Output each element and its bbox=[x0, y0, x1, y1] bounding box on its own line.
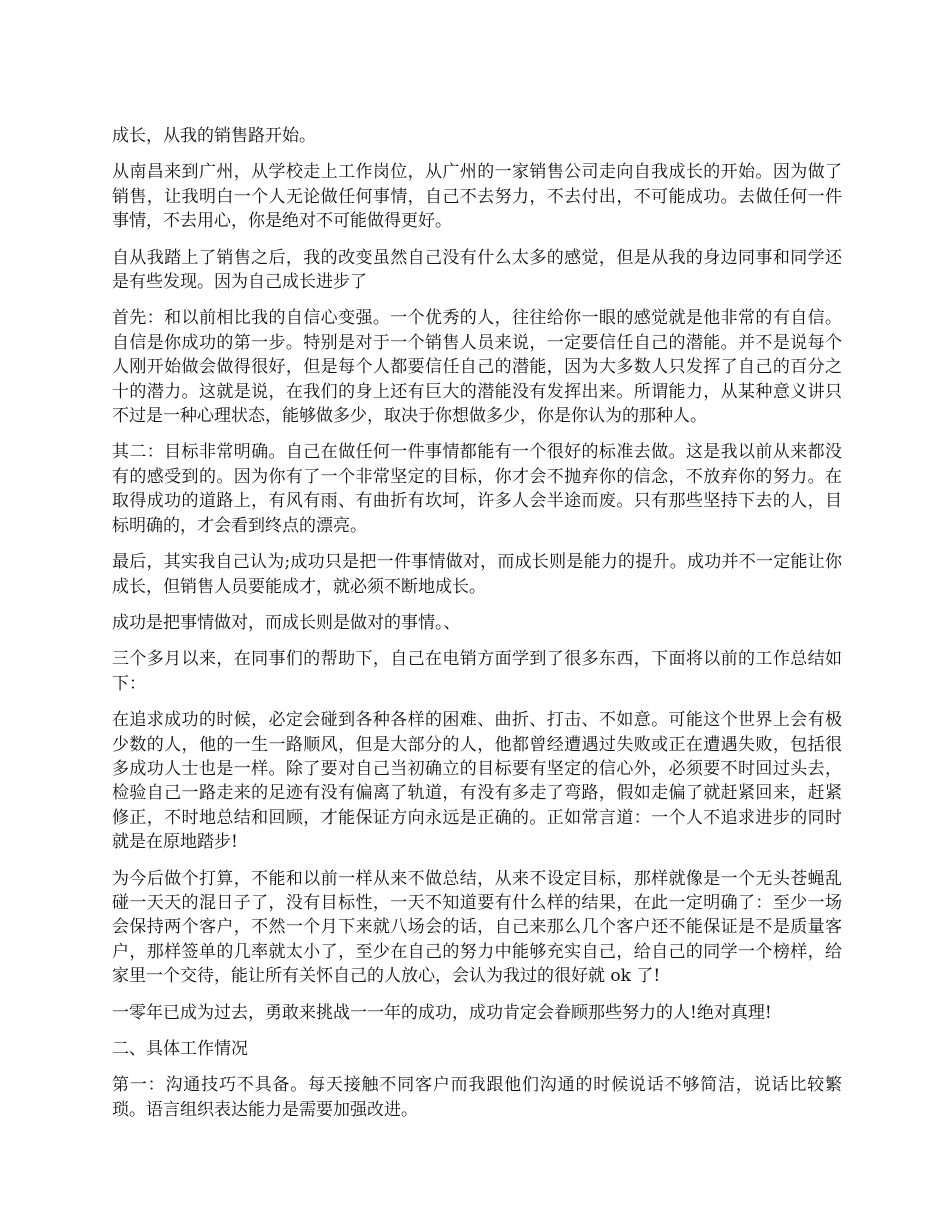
paragraph-8: 三个多月以来，在同事们的帮助下，自己在电销方面学到了很多东西，下面将以前的工作总结如下： bbox=[112, 649, 842, 694]
section-heading: 二、具体工作情况 bbox=[112, 1039, 248, 1059]
document-body bbox=[112, 124, 842, 1134]
paragraph-5: 其二：目标非常明确。自己在做任何一件事情都能有一个很好的标准去做。这是我以前从来都没有的感受到的。因为你有了一个非常坚定的目标，你才会不抛弃你的信念，不放弃你的努力。在取得成功的道路上，有风有雨、有曲折有坎坷，许多人会半途而废。只有那些坚持下去的人，目标明确的，才会看到终点的漂亮。 bbox=[112, 442, 842, 536]
paragraph-2: 从南昌来到广州，从学校走上工作岗位，从广州的一家销售公司走向自我成长的开始。因为做了销售，让我明白一个人无论做任何事情，自己不去努力，不去付出，不可能成功。去做任何一件事情，不去用心，你是绝对不可能做得更好。 bbox=[112, 162, 842, 232]
paragraph-7: 成功是把事情做对，而成长则是做对的事情。、 bbox=[112, 612, 461, 633]
paragraph-13: 第一：沟通技巧不具备。每天接触不同客户而我跟他们沟通的时候说话不够简洁，说话比较繁琐。语言组织表达能力是需要加强改进。 bbox=[112, 1075, 842, 1120]
paragraph-10: 为今后做个打算，不能和以前一样从来不做总结，从来不设定目标，那样就像是一个无头苍蝇乱碰一天天的混日子了，没有目标性，一天不知道要有什么样的结果，在此一定明确了：至少一场会保持两个客户，不然一个月下来就八场会的话，自己来那么几个客户还不能保证是不是质量客户，那样签单的几率就太小了，至少在自己的努力中能够充实自己，给自己的同学一个榜样，给家里一个交待，能让所有关怀自己的人放心，会认为我过的很好就 ok 了! bbox=[112, 868, 842, 987]
paragraph-6: 最后，其实我自己认为;成功只是把一件事情做对，而成长则是能力的提升。成功并不一定能让你成长，但销售人员要能成才，就必须不断地成长。 bbox=[112, 552, 842, 597]
paragraph-3: 自从我踏上了销售之后，我的改变虽然自己没有什么太多的感觉，但是从我的身边同事和同学还是有些发现。因为自己成长进步了 bbox=[112, 247, 842, 293]
paragraph-4: 首先：和以前相比我的自信心变强。一个优秀的人，往往给你一眼的感觉就是他非常的有自信。自信是你成功的第一步。特别是对于一个销售人员来说，一定要信任自己的潜能。并不是说每个人刚开始做会做得很好，但是每个人都要信任自己的潜能，因为大多数人只发挥了自己的百分之十的潜力。这就是说，在我们的身上还有巨大的潜能没有发挥出来。所谓能力，从某种意义讲只不过是一种心理状态，能够做多少，取决于你想做多少，你是你认为的那种人。 bbox=[112, 308, 842, 427]
paragraph-11: 一零年已成为过去，勇敢来挑战一一年的成功，成功肯定会眷顾那些努力的人!绝对真理! bbox=[112, 1002, 772, 1023]
paragraph-9: 在追求成功的时候，必定会碰到各种各样的困难、曲折、打击、不如意。可能这个世界上会有极少数的人，他的一生一路顺风，但是大部分的人，他都曾经遭遇过失败或正在遭遇失败，包括很多成功人士也是一样。除了要对自己当初确立的目标要有坚定的信心外，必须要不时回过头去，检验自己一路走来的足迹有没有偏离了轨道，有没有多走了弯路，假如走偏了就赶紧回来，赶紧修正，不时地总结和回顾，才能保证方向永远是正确的。正如常言道：一个人不追求进步的同时就是在原地踏步! bbox=[112, 710, 842, 853]
paragraph-1: 成长，从我的销售路开始。 bbox=[112, 126, 316, 146]
